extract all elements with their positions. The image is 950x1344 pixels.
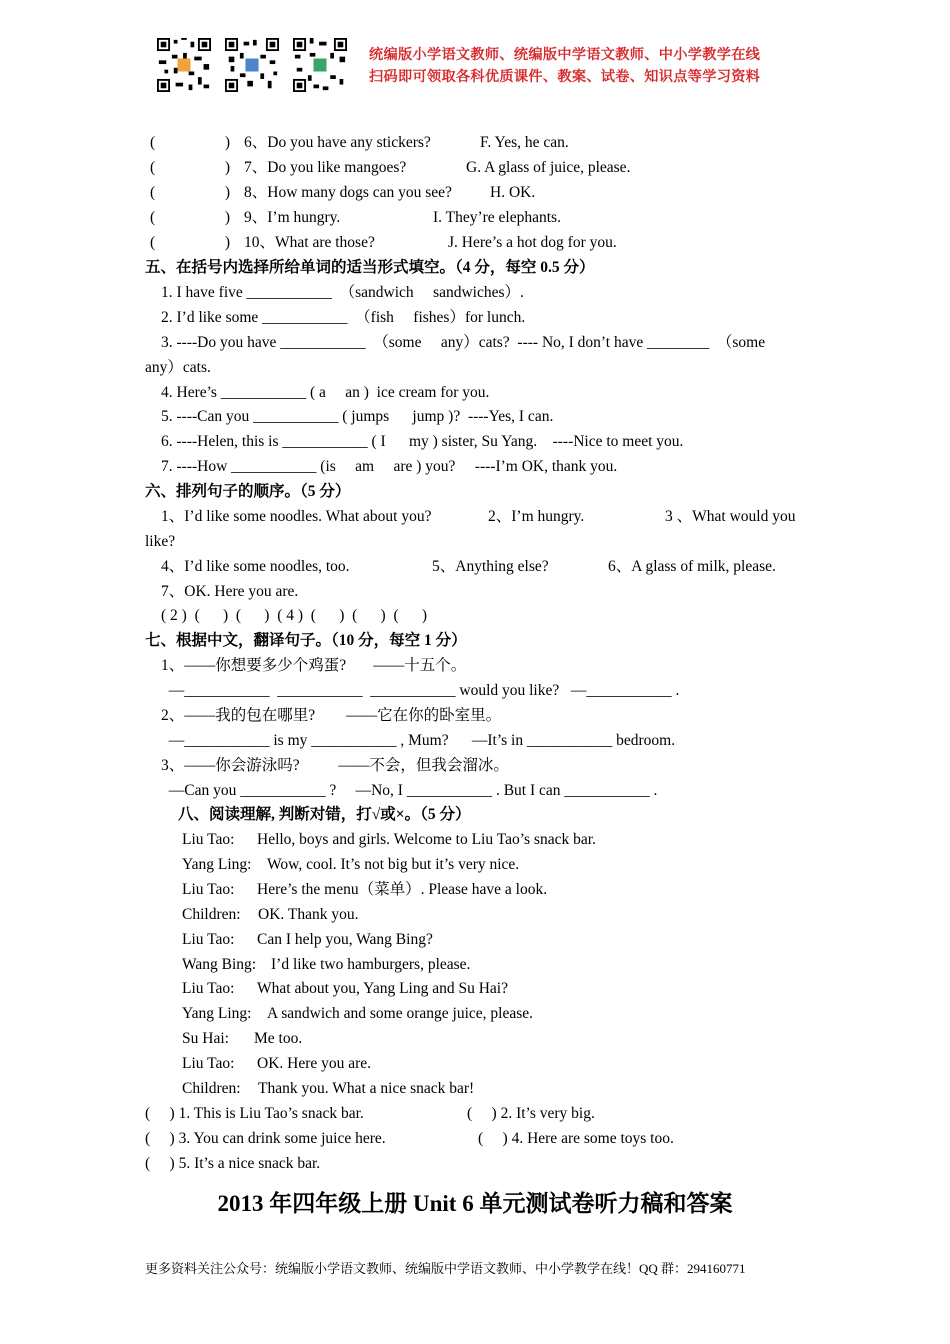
- dialog-text: Can I help you, Wang Bing?: [257, 931, 433, 948]
- section-7-heading: 七、根据中文，翻译句子。（10 分，每空 1 分）: [145, 632, 467, 649]
- translate-prompt: 3、——你会游泳吗? ——不会，但我会溜冰。: [161, 757, 509, 774]
- dialog-speaker: Liu Tao:: [182, 831, 235, 848]
- translate-answer: —Can you ___________ ? —No, I ___________ . But I can ___________ .: [161, 782, 658, 799]
- matching-question: 9、I’m hungry.: [244, 209, 341, 226]
- translate-answer: —___________ ___________ ___________ would you like? —___________ .: [161, 682, 680, 699]
- fill-blank-item: 3. ----Do you have ___________ （some any）cats? ---- No, I don’t have ________ （some: [161, 334, 766, 351]
- matching-answer: I. They’re elephants.: [433, 209, 561, 226]
- dialog-speaker: Children:: [182, 1080, 241, 1097]
- dialog-speaker: Su Hai:: [182, 1030, 229, 1047]
- fill-blank-item: 5. ----Can you ___________ ( jumps jump )? ----Yes, I can.: [161, 408, 554, 425]
- order-sentence: 4、I’d like some noodles, too.: [161, 558, 350, 575]
- dialog-speaker: Wang Bing:: [182, 956, 257, 973]
- dialog-speaker: Liu Tao:: [182, 1055, 235, 1072]
- judge-question: ( ) 2. It’s very big.: [467, 1105, 595, 1122]
- dialog-text: Wow, cool. It’s not big but it’s very nice.: [267, 856, 520, 873]
- matching-answer: H. OK.: [490, 184, 536, 201]
- dialog-speaker: Liu Tao:: [182, 931, 235, 948]
- matching-question: 7、Do you like mangoes?: [244, 159, 407, 176]
- judge-question: ( ) 5. It’s a nice snack bar.: [145, 1155, 321, 1172]
- translate-answer: —___________ is my ___________ , Mum? —It’s in ___________ bedroom.: [161, 732, 676, 749]
- answer-key-title: 2013 年四年级上册 Unit 6 单元测试卷听力稿和答案: [217, 1191, 733, 1216]
- section-8-heading: 八、阅读理解, 判断对错，打√或×。（5 分）: [178, 806, 471, 823]
- section-6-heading: 六、排列句子的顺序。（5 分）: [145, 483, 351, 500]
- translate-prompt: 2、——我的包在哪里? ——它在你的卧室里。: [161, 707, 502, 724]
- qr-code-3: [293, 38, 347, 92]
- dialog-speaker: Yang Ling:: [182, 1005, 252, 1022]
- promo-line-1: 统编版小学语文教师、统编版中学语文教师、中小学教学在线: [369, 47, 761, 63]
- answer-paren: ( ): [150, 134, 231, 151]
- matching-answer: F. Yes, he can.: [480, 134, 569, 151]
- fill-blank-item: 6. ----Helen, this is ___________ ( I my ) sister, Su Yang. ----Nice to meet you.: [161, 433, 684, 450]
- dialog-speaker: Liu Tao:: [182, 980, 235, 997]
- dialog-text: I’d like two hamburgers, please.: [271, 956, 471, 973]
- fill-blank-item: 7. ----How ___________ (is am are ) you? ----I’m OK, thank you.: [161, 458, 618, 475]
- order-sentence-cont: like?: [145, 533, 176, 550]
- matching-question: 8、How many dogs can you see?: [244, 184, 452, 201]
- order-sentence: 5、Anything else?: [432, 558, 549, 575]
- dialog-speaker: Children:: [182, 906, 241, 923]
- order-sentence: 2、I’m hungry.: [488, 508, 585, 525]
- matching-question: 6、Do you have any stickers?: [244, 134, 431, 151]
- dialog-text: Here’s the menu（菜单）. Please have a look.: [257, 881, 548, 898]
- fill-blank-item: 4. Here’s ___________ ( a an ) ice cream for you.: [161, 384, 490, 401]
- fill-blank-item-cont: any）cats.: [145, 359, 211, 376]
- matching-question: 10、What are those?: [244, 234, 375, 251]
- translate-prompt: 1、——你想要多少个鸡蛋? ——十五个。: [161, 657, 467, 674]
- order-sentence: 3 、What would you: [665, 508, 796, 525]
- qr-code-2: [225, 38, 279, 92]
- fill-blank-item: 1. I have five ___________ （sandwich sandwiches）.: [161, 284, 524, 301]
- matching-answer: G. A glass of juice, please.: [466, 159, 631, 176]
- judge-question: ( ) 3. You can drink some juice here.: [145, 1130, 386, 1147]
- dialog-text: OK. Here you are.: [257, 1055, 372, 1072]
- dialog-text: Me too.: [254, 1030, 303, 1047]
- dialog-text: Hello, boys and girls. Welcome to Liu Tao’s snack bar.: [257, 831, 596, 848]
- answer-paren: ( ): [150, 234, 231, 251]
- order-sentence: 6、A glass of milk, please.: [608, 558, 776, 575]
- page-footer: 更多资料关注公众号：统编版小学语文教师、统编版中学语文教师、中小学教学在线！QQ 群：294160771: [145, 1261, 746, 1276]
- judge-question: ( ) 1. This is Liu Tao’s snack bar.: [145, 1105, 364, 1122]
- section-5-heading: 五、在括号内选择所给单词的适当形式填空。（4 分，每空 0.5 分）: [145, 259, 595, 276]
- dialog-text: Thank you. What a nice snack bar!: [258, 1080, 475, 1097]
- qr-code-1: [157, 38, 211, 92]
- answer-paren: ( ): [150, 209, 231, 226]
- order-answer-row: ( 2 ) ( ) ( ) ( 4 ) ( ) ( ) ( ): [161, 607, 428, 624]
- matching-answer: J. Here’s a hot dog for you.: [448, 234, 617, 251]
- answer-paren: ( ): [150, 159, 231, 176]
- order-sentence: 7、OK. Here you are.: [161, 583, 299, 600]
- promo-banner: [369, 44, 760, 88]
- judge-question: ( ) 4. Here are some toys too.: [478, 1130, 674, 1147]
- dialog-text: What about you, Yang Ling and Su Hai?: [257, 980, 508, 997]
- order-sentence: 1、I’d like some noodles. What about you?: [161, 508, 432, 525]
- fill-blank-item: 2. I’d like some ___________ （fish fishes）for lunch.: [161, 309, 526, 326]
- answer-paren: ( ): [150, 184, 231, 201]
- dialog-text: OK. Thank you.: [258, 906, 359, 923]
- promo-line-2: 扫码即可领取各科优质课件、教案、试卷、知识点等学习资料: [369, 69, 761, 85]
- dialog-text: A sandwich and some orange juice, please.: [267, 1005, 533, 1022]
- dialog-speaker: Liu Tao:: [182, 881, 235, 898]
- dialog-speaker: Yang Ling:: [182, 856, 252, 873]
